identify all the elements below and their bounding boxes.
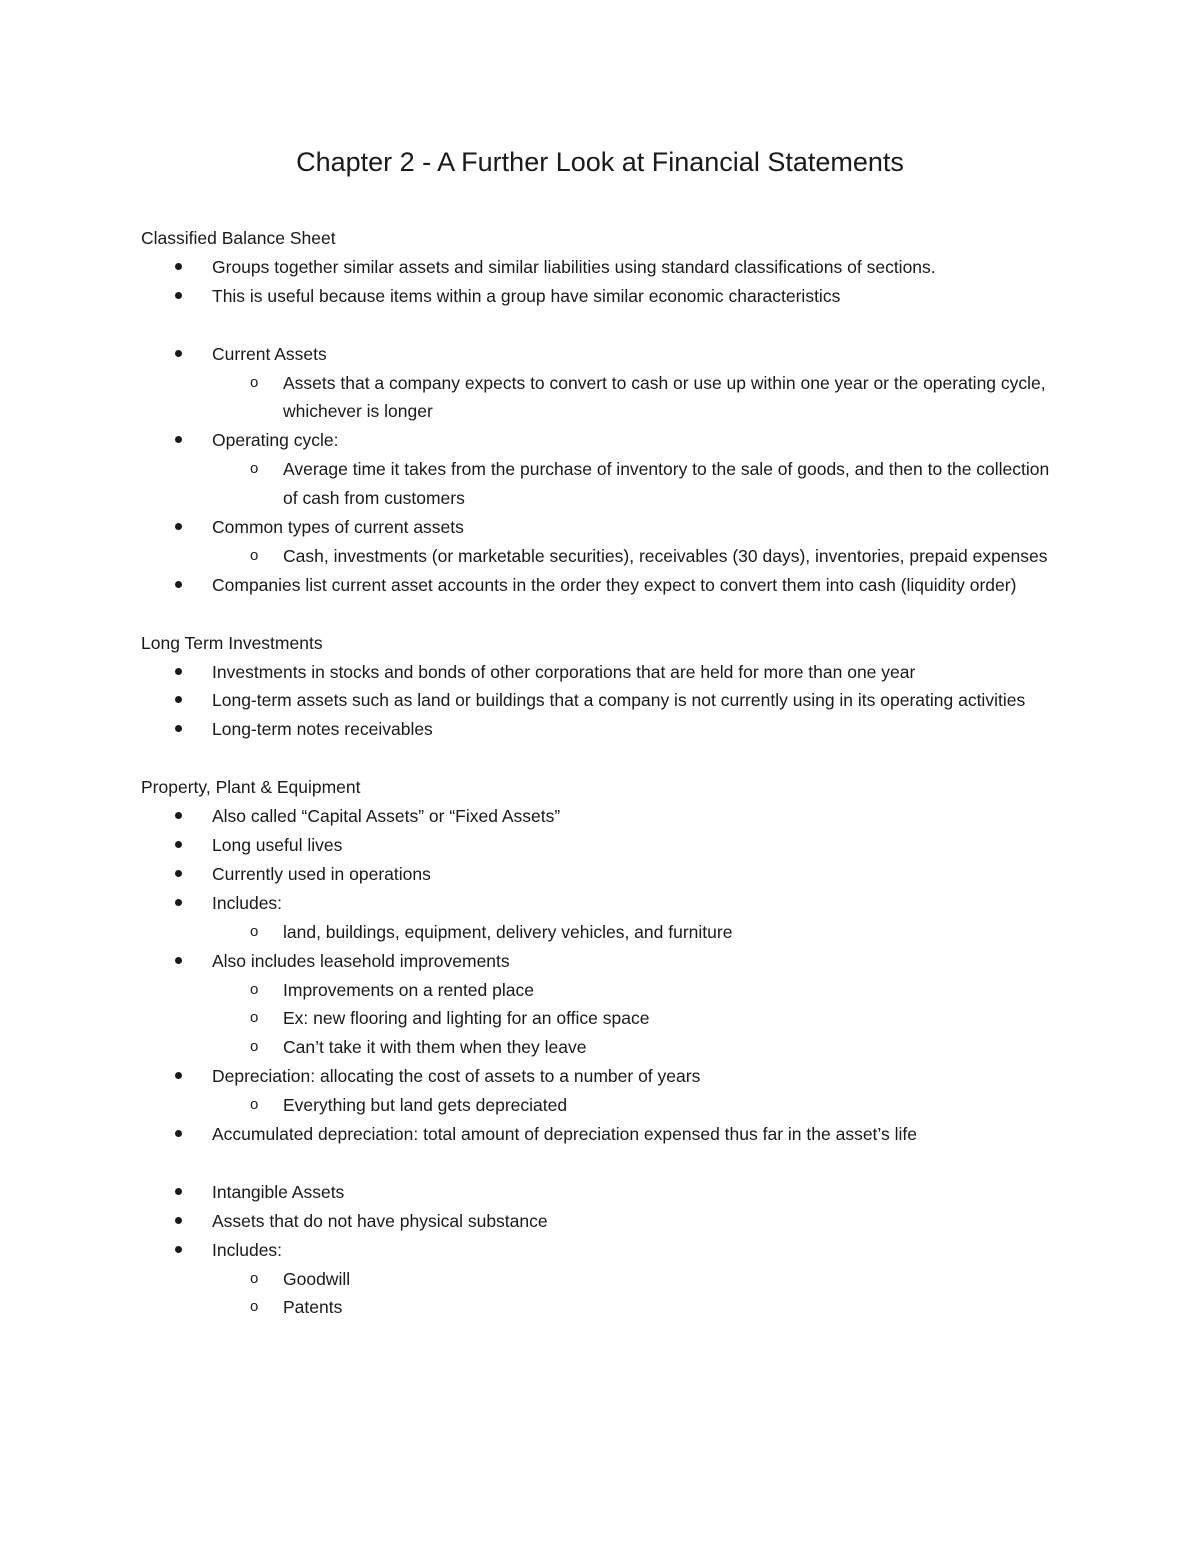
section-heading: Classified Balance Sheet xyxy=(141,228,336,248)
sub-bullet-list xyxy=(212,976,1061,1063)
sub-bullet-item: o Average time it takes from the purchase of inventory to the sale of goods, and then to the collection of cash from customers xyxy=(212,455,1061,513)
bullet-text: Operating cycle: xyxy=(212,430,339,451)
sub-bullet-list xyxy=(212,1265,1061,1323)
bullet-item xyxy=(141,340,1061,427)
sub-bullet-list xyxy=(212,455,1061,513)
document-body xyxy=(141,224,1061,1322)
bullet-text: Long useful lives xyxy=(212,834,343,855)
bullet-text: Intangible Assets xyxy=(212,1181,345,1202)
bullet-text: This is useful because items within a group have similar economic characteristics xyxy=(212,285,841,306)
bullet-item xyxy=(141,715,1061,744)
document-title: Chapter 2 - A Further Look at Financial Statements xyxy=(296,147,904,177)
section-heading: Long Term Investments xyxy=(141,632,323,653)
bullet-item xyxy=(141,831,1061,860)
section xyxy=(141,773,1061,1322)
bullet-text: Current Assets xyxy=(212,343,327,364)
section-heading: Property, Plant & Equipment xyxy=(141,777,361,798)
bullet-item xyxy=(141,1207,1061,1236)
bullet-text: Accumulated depreciation: total amount of depreciation expensed thus far in the asset’s life xyxy=(212,1124,917,1145)
section xyxy=(141,629,1061,745)
bullet-item xyxy=(141,426,1061,513)
bullet-item xyxy=(141,571,1061,600)
bullet-list xyxy=(141,802,1061,1322)
bullet-item xyxy=(141,282,1061,311)
bullet-text: Companies list current asset accounts in the order they expect to convert them into cash (liquidity order) xyxy=(212,574,1017,595)
sub-bullet-item: o Improvements on a rented place xyxy=(212,976,1061,1005)
bullet-text: Includes: xyxy=(212,1239,283,1260)
bullet-list xyxy=(141,253,1061,600)
bullet-text: Also called “Capital Assets” or “Fixed Assets” xyxy=(212,806,561,827)
bullet-text: Assets that do not have physical substance xyxy=(212,1210,548,1231)
sub-bullet-item: o Cash, investments (or marketable securities), receivables (30 days), inventories, prepaid expenses xyxy=(212,542,1061,571)
bullet-text: Currently used in operations xyxy=(212,863,431,884)
bullet-text: Includes: xyxy=(212,892,283,913)
bullet-text: Investments in stocks and bonds of other corporations that are held for more than one year xyxy=(212,661,916,682)
bullet-item xyxy=(141,1062,1061,1120)
bullet-text: Common types of current assets xyxy=(212,517,464,538)
sub-bullet-item: o Assets that a company expects to convert to cash or use up within one year or the operating cycle, whichever is longer xyxy=(212,369,1061,427)
bullet-list xyxy=(141,658,1061,745)
bullet-text: Also includes leasehold improvements xyxy=(212,950,510,971)
sub-bullet-list xyxy=(212,918,1061,947)
bullet-item xyxy=(141,802,1061,831)
bullet-text: Depreciation: allocating the cost of assets to a number of years xyxy=(212,1066,701,1087)
bullet-item xyxy=(141,860,1061,889)
bullet-item xyxy=(141,1120,1061,1149)
sub-bullet-list xyxy=(212,542,1061,571)
bullet-text: Long-term notes receivables xyxy=(212,719,433,740)
sub-bullet-item: o Goodwill xyxy=(212,1265,1061,1294)
bullet-item xyxy=(141,658,1061,687)
sub-bullet-item: o Patents xyxy=(212,1293,1061,1322)
bullet-item xyxy=(141,253,1061,282)
bullet-item xyxy=(141,1178,1061,1207)
bullet-item xyxy=(141,686,1061,715)
sub-bullet-item: o Everything but land gets depreciated xyxy=(212,1091,1061,1120)
section xyxy=(141,224,1061,600)
sub-bullet-item: o Can’t take it with them when they leave xyxy=(212,1033,1061,1062)
bullet-item xyxy=(141,513,1061,571)
sub-bullet-list xyxy=(212,369,1061,427)
bullet-item xyxy=(141,1236,1061,1323)
bullet-text: Long-term assets such as land or buildings that a company is not currently using in its operating activities xyxy=(212,690,1026,711)
sub-bullet-item: o land, buildings, equipment, delivery vehicles, and furniture xyxy=(212,918,1061,947)
sub-bullet-list xyxy=(212,1091,1061,1120)
bullet-text: Groups together similar assets and similar liabilities using standard classifications of sections. xyxy=(212,256,936,277)
bullet-item xyxy=(141,889,1061,947)
bullet-item xyxy=(141,947,1061,1063)
sub-bullet-item: o Ex: new flooring and lighting for an office space xyxy=(212,1004,1061,1033)
